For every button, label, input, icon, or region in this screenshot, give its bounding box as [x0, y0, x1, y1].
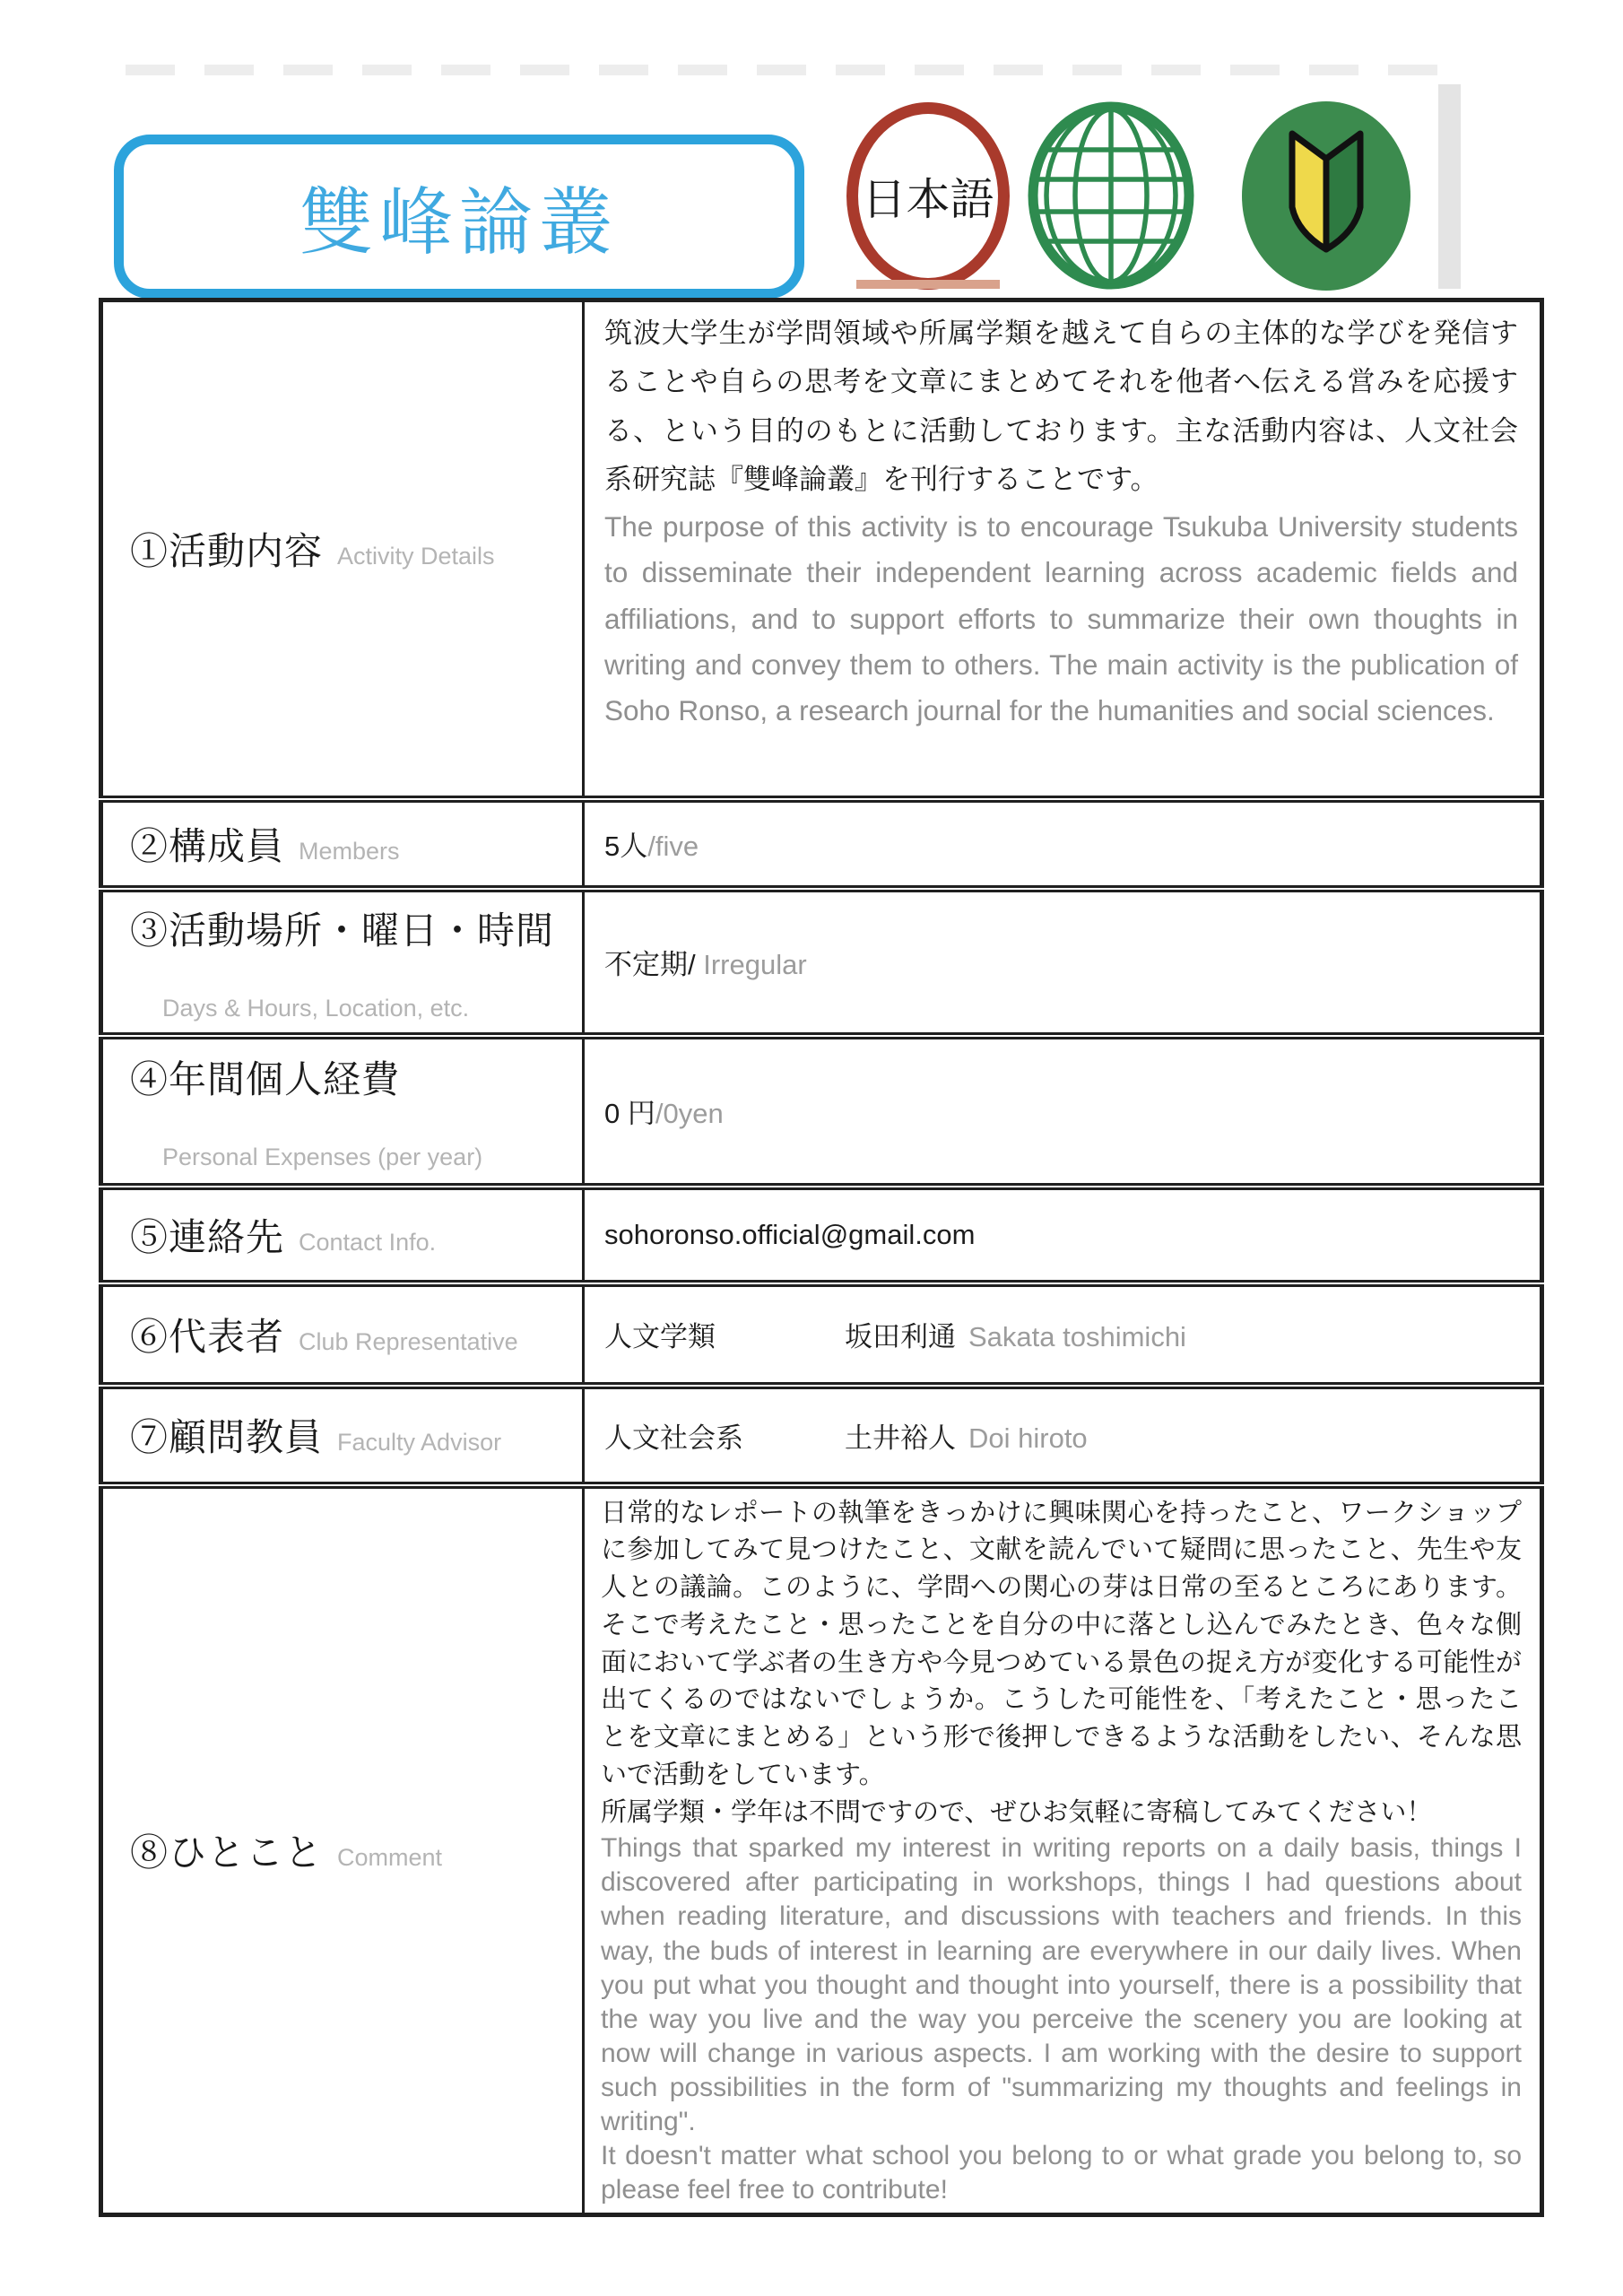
- club-logo-box: [114, 135, 804, 299]
- label-jp: ⑥代表者: [130, 1315, 285, 1358]
- members-count-en: /five: [647, 831, 699, 862]
- schedule-value: 不定期/: [604, 949, 696, 980]
- activity-description-jp: 筑波大学生が学問領域や所属学類を越えて自らの主体的な学びを発信することや自らの思考を文章にまとめてそれを他者へ伝える営みを応援する、という目的のもとに活動しております。主な活動内容は、人文社会系研究誌『雙峰論叢』を刊行することです。: [604, 317, 1518, 495]
- label-jp: ④年間個人経費: [130, 1058, 401, 1100]
- beginner-mark-icon[interactable]: [1242, 101, 1410, 291]
- label-en: Members: [299, 837, 400, 865]
- label-en: Club Representative: [299, 1327, 518, 1355]
- label-cell-activity-details: [101, 300, 584, 799]
- content-cell-comment: [584, 1485, 1542, 2215]
- label-cell-expenses: [101, 1036, 584, 1187]
- row-contact-info: [101, 1187, 1542, 1283]
- content-cell-activity-details: [584, 300, 1542, 799]
- label-en: Personal Expenses (per year): [162, 1144, 483, 1170]
- label-en: Comment: [337, 1844, 443, 1872]
- label-en: Faculty Advisor: [337, 1429, 502, 1456]
- japanese-label-underline: [856, 280, 1000, 289]
- content-cell-expenses: [584, 1036, 1542, 1187]
- label-en: Days & Hours, Location, etc.: [162, 995, 470, 1022]
- label-cell-members: [101, 799, 584, 889]
- representative-affiliation: 人文学類: [604, 1321, 716, 1352]
- label-jp: ⑧ひとこと: [130, 1831, 324, 1874]
- label-en: Contact Info.: [299, 1228, 437, 1256]
- label-cell-representative: [101, 1283, 584, 1386]
- label-cell-comment: [101, 1485, 584, 2215]
- label-en: Activity Details: [337, 542, 495, 570]
- label-cell-contact: [101, 1187, 584, 1283]
- row-club-representative: [101, 1283, 1542, 1386]
- schedule-value-en: Irregular: [695, 949, 807, 980]
- label-jp: ③活動場所・曜日・時間: [130, 909, 555, 952]
- expenses-value: 0 円: [604, 1098, 655, 1129]
- row-faculty-advisor: [101, 1386, 1542, 1485]
- representative-name-jp: 坂田利通: [845, 1321, 956, 1352]
- advisor-name-jp: 土井裕人: [845, 1422, 956, 1454]
- contact-email: sohoronso.official@gmail.com: [604, 1218, 976, 1250]
- scan-artifact: [126, 65, 1453, 75]
- members-count: 5人: [604, 831, 648, 862]
- label-cell-days-hours: [101, 889, 584, 1036]
- label-cell-advisor: [101, 1386, 584, 1485]
- content-cell-days-hours: [584, 889, 1542, 1036]
- row-activity-details: [101, 300, 1542, 799]
- content-cell-advisor: [584, 1386, 1542, 1485]
- row-days-hours-location: [101, 889, 1542, 1036]
- globe-icon[interactable]: [1028, 100, 1194, 291]
- content-cell-representative: [584, 1283, 1542, 1386]
- content-cell-members: [584, 799, 1542, 889]
- representative-name-en: Sakata toshimichi: [968, 1321, 1186, 1352]
- comment-jp-part2: 所属学類・学年は不問ですので、ぜひお気軽に寄稿してみてください！: [601, 1797, 1433, 1827]
- advisor-affiliation: 人文社会系: [604, 1422, 743, 1454]
- japanese-language-icon[interactable]: [846, 102, 1010, 290]
- row-comment: [101, 1485, 1542, 2215]
- club-info-table: [99, 298, 1544, 2217]
- activity-description-en: The purpose of this activity is to encourage Tsukuba University students to disseminate their independent learning across academic fields and affiliations, and to support efforts to summarize their own thoughts in writing and convey them to others. The main activity is the publication of Soho Ronso, a research journal for the humanities and social sciences.: [604, 510, 1518, 727]
- page-edge-strip: [1438, 84, 1461, 289]
- club-logo-text: 雙峰論叢: [299, 182, 619, 264]
- comment-jp-part1: 日常的なレポートの執筆をきっかけに興味関心を持ったこと、ワークショップに参加してみて見つけたこと、文献を読んでいて疑問に思ったこと、先生や友人との議論。このように、学問への関心の芽は日常の至るところにあります。そこで考えたこと・思ったことを自分の中に落とし込んでみたとき、色々な側面において学ぶ者の生き方や今見つめている景色の捉え方が変化する可能性が出てくるのではないでしょうか。こうした可能性を、「考えたこと・思ったことを文章にまとめる」という形で後押しできるような活動をしたい、そんな思いで活動をしています。: [601, 1498, 1522, 1789]
- label-jp: ⑦顧問教員: [130, 1416, 324, 1458]
- advisor-name-en: Doi hiroto: [968, 1422, 1088, 1454]
- japanese-language-label: 日本語: [862, 174, 994, 224]
- label-jp: ①活動内容: [130, 529, 324, 572]
- comment-en-part2: It doesn't matter what school you belong to or what grade you belong to, so please feel free to contribute!: [601, 2141, 1522, 2205]
- comment-en-part1: Things that sparked my interest in writing reports on a daily basis, things I discovered after participating in workshops, things I had questions about when reading literature, and discussions with teachers and friends. In this way, the buds of interest in learning are everywhere in our daily lives. When you put what you thought and thought into yourself, there is a possibility that the way you live and the way you perceive the scenery you are looking at now will change in various aspects. I am working with the desire to support such possibilities in the form of "summarizing my thoughts and feelings in writing".: [601, 1833, 1522, 2136]
- label-jp: ②構成員: [130, 824, 285, 867]
- row-personal-expenses: [101, 1036, 1542, 1187]
- row-members: [101, 799, 1542, 889]
- content-cell-contact: [584, 1187, 1542, 1283]
- label-jp: ⑤連絡先: [130, 1215, 285, 1258]
- expenses-value-en: /0yen: [655, 1098, 724, 1129]
